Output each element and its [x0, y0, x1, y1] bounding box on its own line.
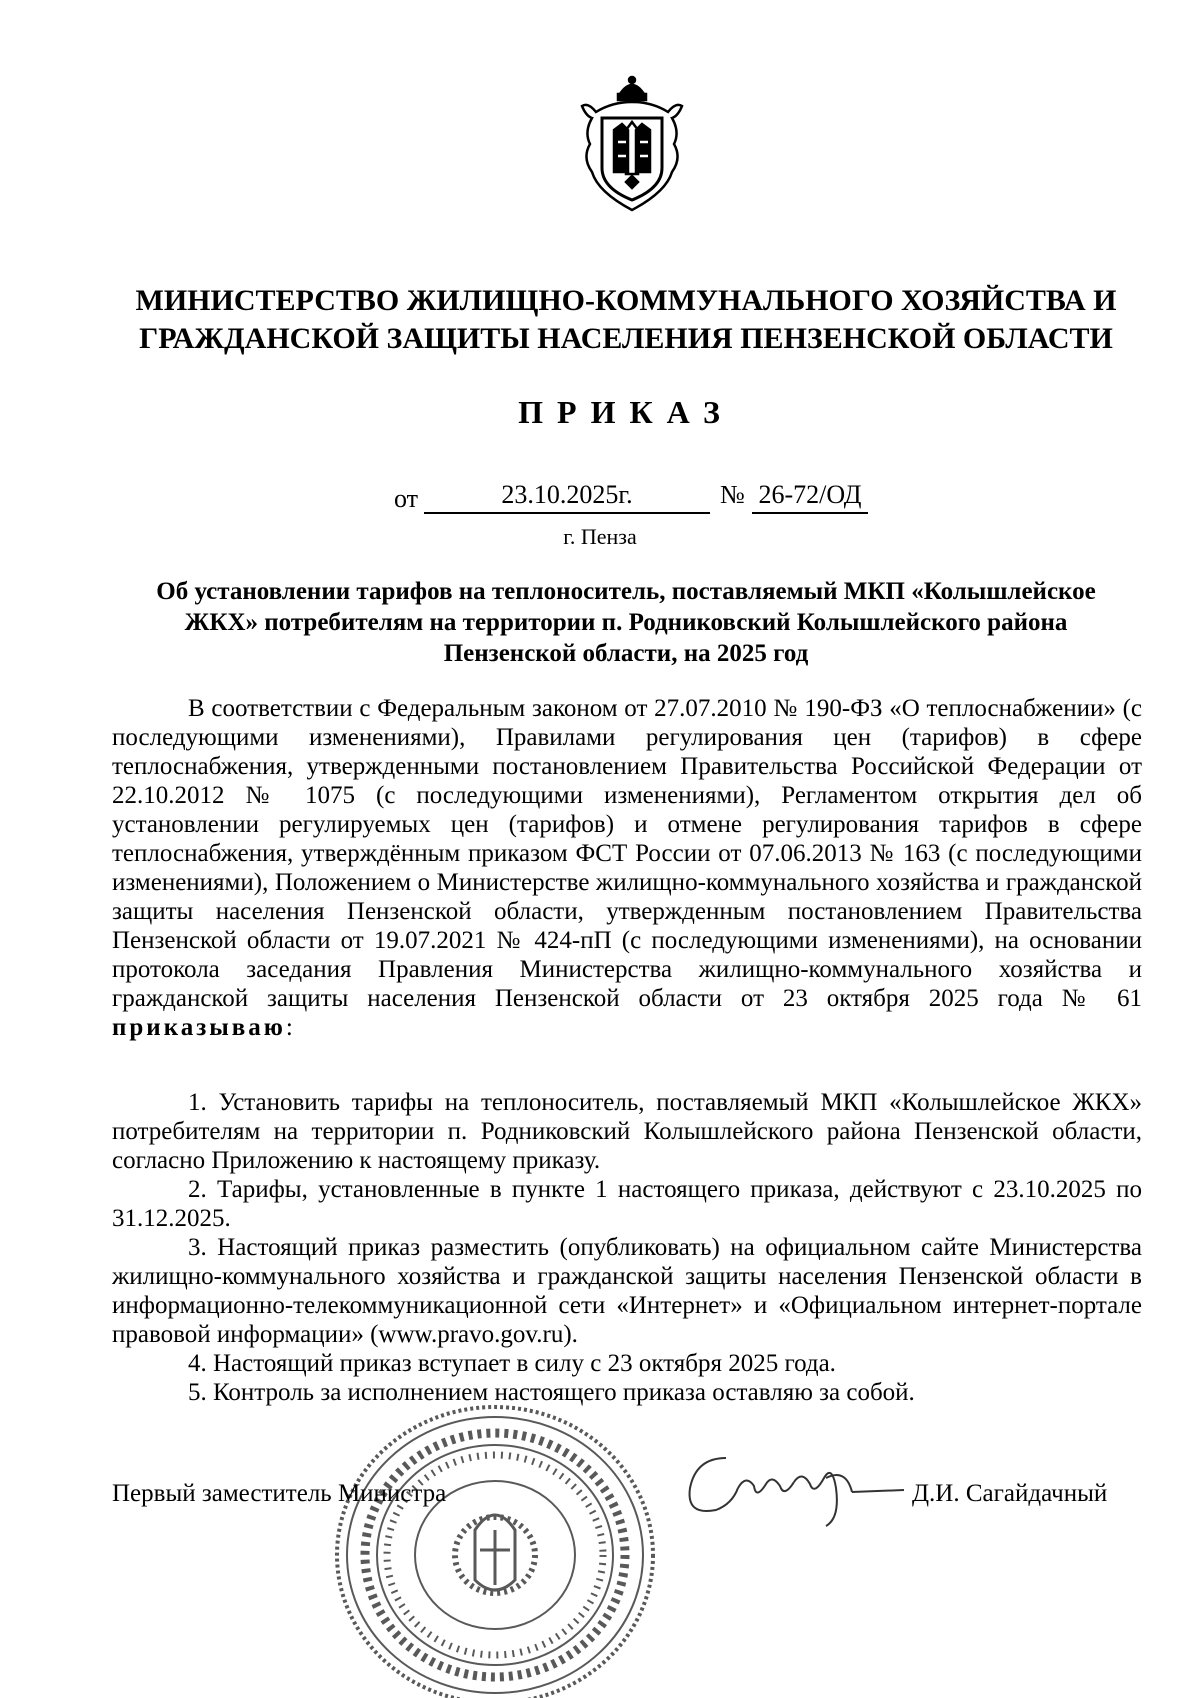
preamble-text: В соответствии с Федеральным законом от 27.07.2010 № 190-ФЗ «О теплоснабжении» (с последующими изменениями), Правилами регулирования цен (тарифов) в сфере теплоснабжения, утвержденными постановлением Правительства Российской Федерации от 22.10.2012 № 1075 (с последующими изменениями), Регламентом открытия дел об установлении регулируемых цен (тарифов) и отмене регулирования тарифов в сфере теплоснабжения, утверждённым приказом ФСТ России от 07.06.2013 № 163 (с последующими изменениями), Положением о Министерстве жилищно-коммунального хозяйства и гражданской защиты населения Пензенской области, утвержденным постановлением Правительства Пензенской области от 19.07.2021 № 424-пП (с последующими изменениями), на основании протокола заседания Правления Министерства жилищно-коммунального хозяйства и гражданской защиты населения Пензенской области от 23 октября 2025 года № 61 [112, 695, 1142, 1012]
date-number-row [0, 478, 1200, 518]
date-label: от [394, 484, 419, 513]
order-items [112, 1088, 1142, 1407]
coat-of-arms-icon [578, 72, 686, 214]
subject-line2: ЖКХ» потребителям на территории п. Родниковский Колышлейского района [184, 609, 1068, 636]
order-item-4: 4. Настоящий приказ вступает в силу с 23 октября 2025 года. [188, 1350, 836, 1377]
ministry-name-line1: МИНИСТЕРСТВО ЖИЛИЩНО-КОММУНАЛЬНОГО ХОЗЯЙСТВА И [135, 284, 1117, 317]
order-item-1: 1. Установить тарифы на теплоноситель, поставляемый МКП «Колышлейское ЖКХ» потребителям на территории п. Родниковский Колышлейского района Пензенской области, согласно Приложению к настоящему приказу. [112, 1089, 1142, 1174]
city: г. Пенза [563, 524, 637, 549]
document-subject [118, 576, 1134, 669]
document-date: 23.10.2025г. [424, 478, 710, 514]
order-item-3: 3. Настоящий приказ разместить (опубликовать) на официальном сайте Министерства жилищно-коммунального хозяйства и гражданской защиты населения Пензенской области в информационно-телекоммуникационной сети «Интернет» и «Официальном интернет-портале правовой информации» (www.pravo.gov.ru). [112, 1234, 1142, 1348]
order-item-5: 5. Контроль за исполнением настоящего приказа оставляю за собой. [188, 1379, 915, 1406]
official-seal-icon [330, 1400, 660, 1698]
subject-line1: Об установлении тарифов на теплоноситель, поставляемый МКП «Колышлейское [156, 578, 1096, 605]
handwritten-signature-icon [676, 1438, 906, 1530]
subject-line3: Пензенской области, на 2025 год [443, 640, 809, 667]
document-number: 26-72/ОД [752, 478, 868, 514]
number-label: № [720, 480, 745, 509]
order-item-2: 2. Тарифы, установленные в пункте 1 настоящего приказа, действуют с 23.10.2025 по 31.12.2025. [112, 1176, 1142, 1232]
preamble-colon: : [285, 1014, 293, 1041]
preamble [112, 694, 1142, 1042]
signer-position: Первый заместитель Министра [112, 1480, 447, 1507]
command-word: приказываю [112, 1014, 286, 1041]
ministry-name [120, 282, 1132, 358]
signer-name: Д.И. Сагайдачный [912, 1480, 1108, 1507]
ministry-name-line2: ГРАЖДАНСКОЙ ЗАЩИТЫ НАСЕЛЕНИЯ ПЕНЗЕНСКОЙ ОБЛАСТИ [139, 322, 1113, 355]
document-type-title: ПРИКАЗ [518, 394, 734, 430]
